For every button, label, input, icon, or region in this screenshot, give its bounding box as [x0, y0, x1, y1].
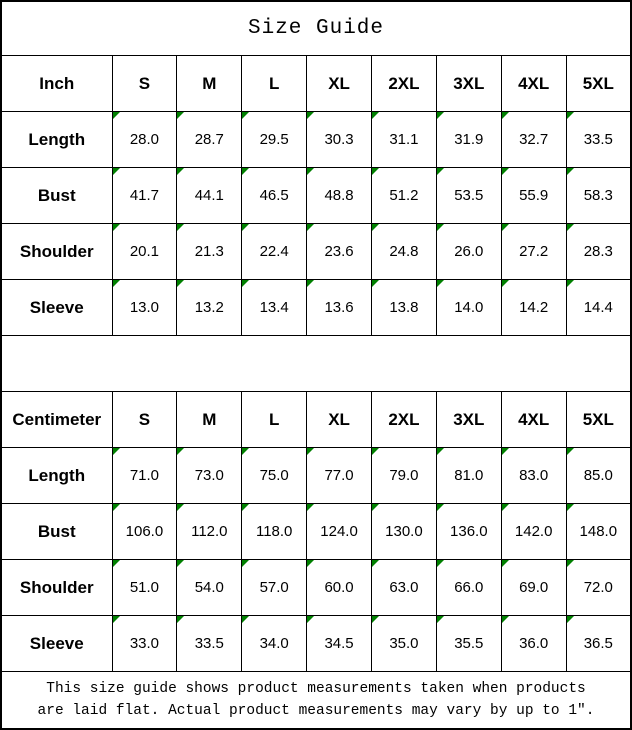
measurement-row — [1, 448, 631, 504]
size-header-cell: L — [242, 56, 307, 112]
value-cell: 30.3 — [307, 112, 372, 168]
value-cell: 112.0 — [177, 504, 242, 560]
size-header-cell: 2XL — [372, 392, 437, 448]
size-header-cell: XL — [307, 392, 372, 448]
title-row — [1, 1, 631, 56]
value-cell: 124.0 — [307, 504, 372, 560]
value-cell: 72.0 — [566, 560, 631, 616]
centimeter-header-row — [1, 392, 631, 448]
value-cell: 28.3 — [566, 224, 631, 280]
page-title: Size Guide — [1, 1, 631, 56]
value-cell: 106.0 — [112, 504, 177, 560]
value-cell: 32.7 — [501, 112, 566, 168]
value-cell: 21.3 — [177, 224, 242, 280]
value-cell: 29.5 — [242, 112, 307, 168]
measurement-row — [1, 168, 631, 224]
value-cell: 13.0 — [112, 280, 177, 336]
value-cell: 36.5 — [566, 616, 631, 672]
value-cell: 33.5 — [566, 112, 631, 168]
size-header-cell: M — [177, 392, 242, 448]
footer-note-line-2: are laid flat. Actual product measurements may vary by up to 1″. — [37, 703, 595, 719]
inch-header-row — [1, 56, 631, 112]
value-cell: 148.0 — [566, 504, 631, 560]
value-cell: 33.5 — [177, 616, 242, 672]
value-cell: 71.0 — [112, 448, 177, 504]
value-cell: 26.0 — [436, 224, 501, 280]
value-cell: 83.0 — [501, 448, 566, 504]
value-cell: 35.5 — [436, 616, 501, 672]
value-cell: 60.0 — [307, 560, 372, 616]
footer-row — [1, 672, 631, 730]
measurement-row — [1, 504, 631, 560]
row-label-cell: Bust — [1, 504, 112, 560]
row-label-cell: Sleeve — [1, 616, 112, 672]
value-cell: 44.1 — [177, 168, 242, 224]
value-cell: 48.8 — [307, 168, 372, 224]
size-header-cell: 4XL — [501, 392, 566, 448]
value-cell: 13.8 — [372, 280, 437, 336]
value-cell: 41.7 — [112, 168, 177, 224]
footer-note-line-1: This size guide shows product measurements taken when products — [46, 680, 586, 697]
value-cell: 28.0 — [112, 112, 177, 168]
value-cell: 14.0 — [436, 280, 501, 336]
size-header-cell: 3XL — [436, 56, 501, 112]
size-header-cell: 4XL — [501, 56, 566, 112]
value-cell: 85.0 — [566, 448, 631, 504]
value-cell: 24.8 — [372, 224, 437, 280]
value-cell: 58.3 — [566, 168, 631, 224]
value-cell: 118.0 — [242, 504, 307, 560]
value-cell: 53.5 — [436, 168, 501, 224]
value-cell: 14.4 — [566, 280, 631, 336]
value-cell: 22.4 — [242, 224, 307, 280]
footer-note — [1, 672, 631, 730]
size-header-cell: S — [112, 392, 177, 448]
unit-header-cell: Inch — [1, 56, 112, 112]
measurement-row — [1, 112, 631, 168]
spacer-row — [1, 336, 631, 392]
value-cell: 13.2 — [177, 280, 242, 336]
value-cell: 55.9 — [501, 168, 566, 224]
value-cell: 81.0 — [436, 448, 501, 504]
size-header-cell: 3XL — [436, 392, 501, 448]
value-cell: 51.2 — [372, 168, 437, 224]
size-header-cell: M — [177, 56, 242, 112]
value-cell: 63.0 — [372, 560, 437, 616]
value-cell: 73.0 — [177, 448, 242, 504]
size-header-cell: L — [242, 392, 307, 448]
value-cell: 79.0 — [372, 448, 437, 504]
size-header-cell: 5XL — [566, 56, 631, 112]
size-header-cell: S — [112, 56, 177, 112]
value-cell: 33.0 — [112, 616, 177, 672]
row-label-cell: Bust — [1, 168, 112, 224]
value-cell: 136.0 — [436, 504, 501, 560]
row-label-cell: Shoulder — [1, 224, 112, 280]
size-header-cell: 2XL — [372, 56, 437, 112]
row-label-cell: Shoulder — [1, 560, 112, 616]
value-cell: 31.9 — [436, 112, 501, 168]
value-cell: 130.0 — [372, 504, 437, 560]
measurement-row — [1, 560, 631, 616]
value-cell: 14.2 — [501, 280, 566, 336]
spacer-cell — [1, 336, 631, 392]
size-table-body — [1, 56, 631, 672]
value-cell: 20.1 — [112, 224, 177, 280]
value-cell: 142.0 — [501, 504, 566, 560]
value-cell: 51.0 — [112, 560, 177, 616]
size-header-cell: XL — [307, 56, 372, 112]
row-label-cell: Length — [1, 112, 112, 168]
value-cell: 66.0 — [436, 560, 501, 616]
row-label-cell: Sleeve — [1, 280, 112, 336]
value-cell: 23.6 — [307, 224, 372, 280]
value-cell: 75.0 — [242, 448, 307, 504]
value-cell: 46.5 — [242, 168, 307, 224]
value-cell: 77.0 — [307, 448, 372, 504]
value-cell: 34.5 — [307, 616, 372, 672]
value-cell: 13.4 — [242, 280, 307, 336]
value-cell: 57.0 — [242, 560, 307, 616]
row-label-cell: Length — [1, 448, 112, 504]
value-cell: 54.0 — [177, 560, 242, 616]
measurement-row — [1, 616, 631, 672]
measurement-row — [1, 224, 631, 280]
measurement-row — [1, 280, 631, 336]
value-cell: 69.0 — [501, 560, 566, 616]
unit-header-cell: Centimeter — [1, 392, 112, 448]
value-cell: 34.0 — [242, 616, 307, 672]
value-cell: 13.6 — [307, 280, 372, 336]
value-cell: 35.0 — [372, 616, 437, 672]
size-header-cell: 5XL — [566, 392, 631, 448]
value-cell: 31.1 — [372, 112, 437, 168]
value-cell: 27.2 — [501, 224, 566, 280]
value-cell: 28.7 — [177, 112, 242, 168]
value-cell: 36.0 — [501, 616, 566, 672]
